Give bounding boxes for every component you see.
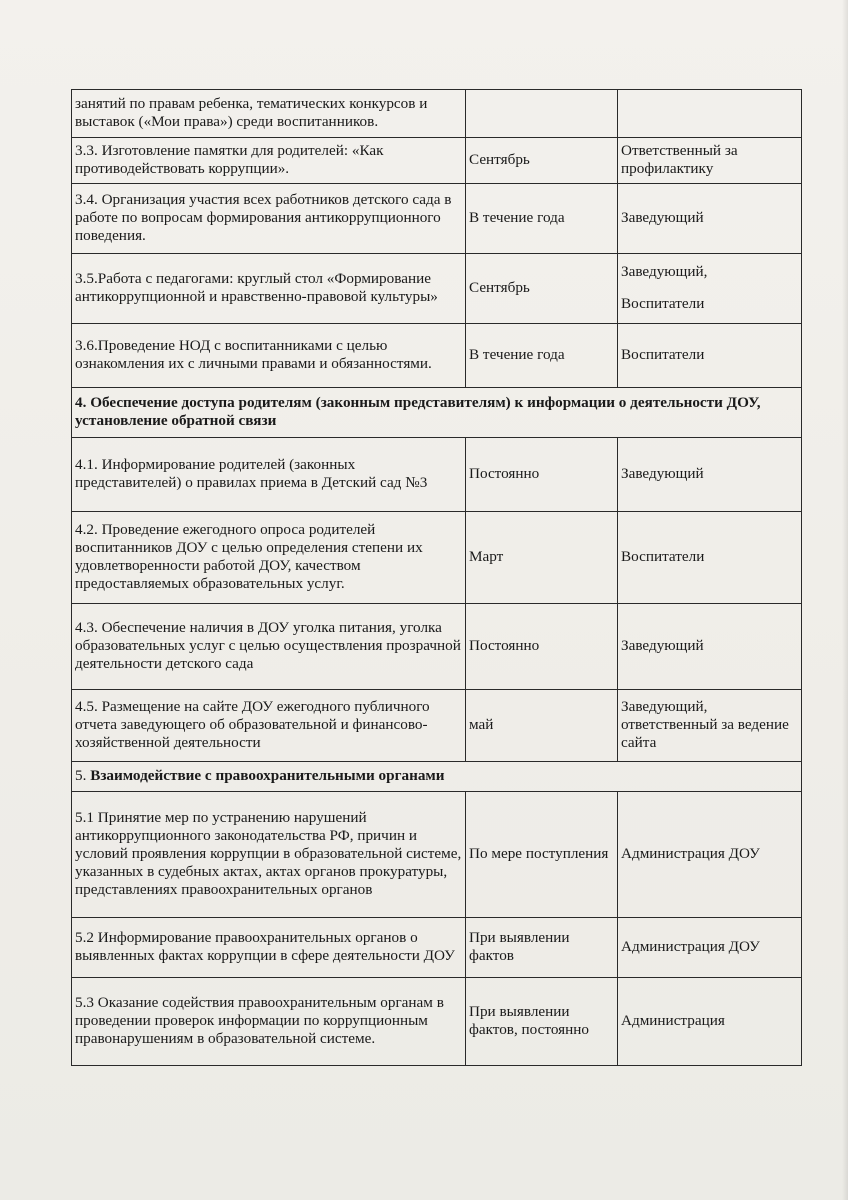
term-cell: Постоянно (466, 604, 618, 690)
activity-cell: 3.3. Изготовление памятки для родителей: «Как противодействовать коррупции». (72, 138, 466, 184)
section-row (72, 388, 802, 438)
responsible-cell: Заведующий (618, 184, 802, 254)
term-cell: Сентябрь (466, 254, 618, 324)
term-cell: Март (466, 512, 618, 604)
table-row (72, 90, 802, 138)
responsible-cell: Ответственный за профилактику (618, 138, 802, 184)
activity-cell: 4.5. Размещение на сайте ДОУ ежегодного публичного отчета заведующего об образовательной и финансово-хозяйственной деятельности (72, 690, 466, 762)
table-row (72, 792, 802, 918)
table-row (72, 604, 802, 690)
table-row (72, 324, 802, 388)
responsible-cell: Воспитатели (618, 324, 802, 388)
section-row (72, 762, 802, 792)
responsible-cell: Заведующий (618, 604, 802, 690)
activity-cell: 3.5.Работа с педагогами: круглый стол «Формирование антикоррупционной и нравственно-правовой культуры» (72, 254, 466, 324)
section-heading: 4. Обеспечение доступа родителям (законным представителям) к информации о деятельности ДОУ, установление обратной связи (72, 388, 802, 438)
table-row (72, 512, 802, 604)
term-cell: По мере поступления (466, 792, 618, 918)
table-row (72, 254, 802, 324)
responsible-cell (618, 254, 802, 324)
activity-cell: 3.4. Организация участия всех работников детского сада в работе по вопросам формирования антикоррупционного поведения. (72, 184, 466, 254)
responsible-line: Воспитатели (621, 295, 705, 312)
table-row (72, 918, 802, 978)
responsible-line: Заведующий, (621, 263, 708, 280)
term-cell: В течение года (466, 184, 618, 254)
activity-cell: занятий по правам ребенка, тематических конкурсов и выставок («Мои права») среди воспитанников. (72, 90, 466, 138)
page-edge-shadow (842, 0, 848, 1200)
term-cell: При выявлении фактов, постоянно (466, 978, 618, 1066)
term-cell: Сентябрь (466, 138, 618, 184)
term-cell: В течение года (466, 324, 618, 388)
responsible-cell: Заведующий, ответственный за ведение сайта (618, 690, 802, 762)
section-number: 5. (75, 767, 91, 784)
activity-cell: 5.2 Информирование правоохранительных органов о выявленных фактах коррупции в сфере деятельности ДОУ (72, 918, 466, 978)
term-cell (466, 90, 618, 138)
table-row (72, 978, 802, 1066)
activity-cell: 5.3 Оказание содействия правоохранительным органам в проведении проверок информации по коррупционным правонарушениям в образовательной системе. (72, 978, 466, 1066)
section-heading (72, 762, 802, 792)
term-cell: При выявлении фактов (466, 918, 618, 978)
activity-cell: 3.6.Проведение НОД с воспитанниками с целью ознакомления их с личными правами и обязанностями. (72, 324, 466, 388)
anticorruption-plan-table (71, 89, 802, 1066)
table-row (72, 138, 802, 184)
activity-cell: 5.1 Принятие мер по устранению нарушений антикоррупционного законодательства РФ, причин и условий проявления коррупции в образовательной системе, указанных в судебных актах, актах органов прокуратуры, представлениях правоохранительных органов (72, 792, 466, 918)
responsible-cell (618, 90, 802, 138)
term-cell: Постоянно (466, 438, 618, 512)
responsible-cell: Администрация ДОУ (618, 918, 802, 978)
table-row (72, 690, 802, 762)
activity-cell: 4.2. Проведение ежегодного опроса родителей воспитанников ДОУ с целью определения степени их удовлетворенности работой ДОУ, качеством предоставляемых образовательных услуг. (72, 512, 466, 604)
activity-cell: 4.3. Обеспечение наличия в ДОУ уголка питания, уголка образовательных услуг с целью осуществления прозрачной деятельности детского сада (72, 604, 466, 690)
section-title: Взаимодействие с правоохранительными органами (90, 767, 445, 784)
table-row (72, 184, 802, 254)
responsible-cell: Администрация ДОУ (618, 792, 802, 918)
responsible-cell: Воспитатели (618, 512, 802, 604)
term-cell: май (466, 690, 618, 762)
activity-cell: 4.1. Информирование родителей (законных представителей) о правилах приема в Детский сад №3 (72, 438, 466, 512)
table-row (72, 438, 802, 512)
responsible-cell: Администрация (618, 978, 802, 1066)
responsible-cell: Заведующий (618, 438, 802, 512)
